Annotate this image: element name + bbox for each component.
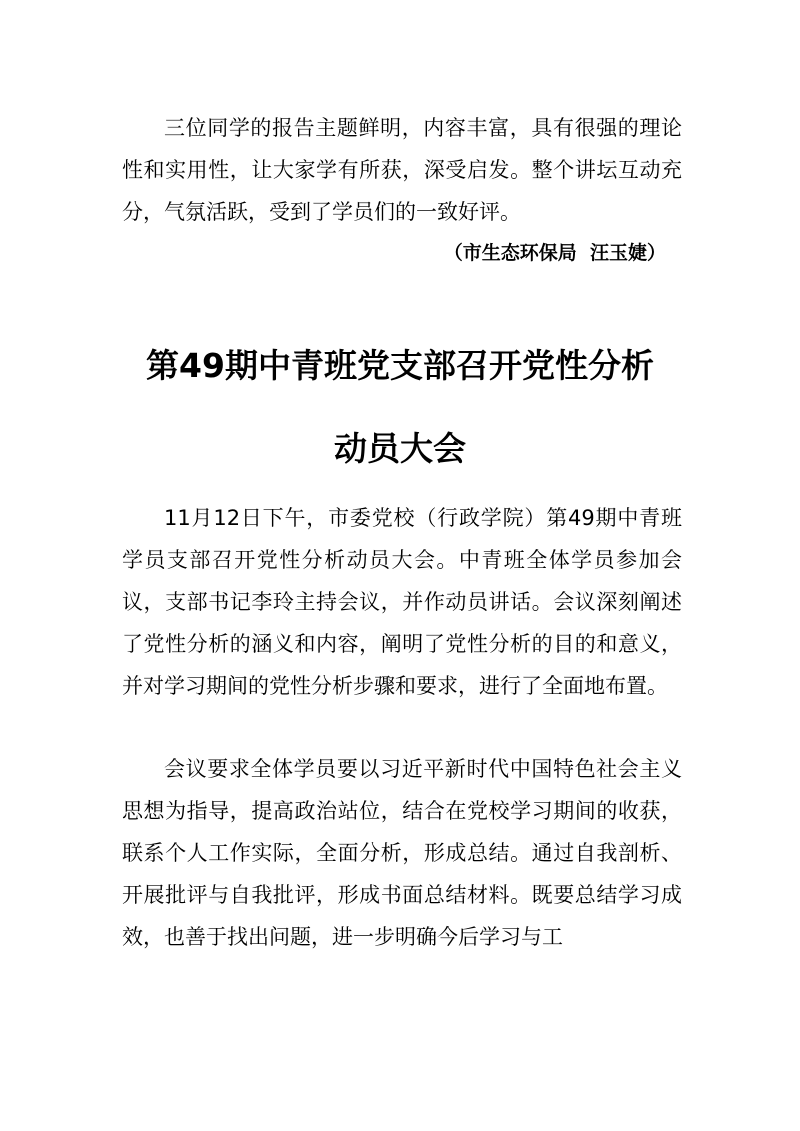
article-paragraph-1: 11月12日下午，市委党校（行政学院）第49期中青班学员支部召开党性分析动员大会。中青班全体学员参加会议，支部书记李玲主持会议，并作动员讲话。会议深刻阐述了党性分析的涵义和内容，阐明了党性分析的目的和意义，并对学习期间的党性分析步骤和要求，进行了全面地布置。 — [122, 506, 682, 698]
article-paragraph-2: 会议要求全体学员要以习近平新时代中国特色社会主义思想为指导，提高政治站位，结合在党校学习期间的收获，联系个人工作实际，全面分析，形成总结。通过自我剖析、开展批评与自我批评，形成书面总结材料。既要总结学习成效，也善于找出问题，进一步明确今后学习与工 — [122, 757, 682, 949]
article-title-line-1: 第49期中青班党支部召开党性分析 — [146, 346, 654, 385]
author-signature: （市生态环保局 汪玉婕） — [443, 242, 666, 264]
article-title-line-2: 动员大会 — [334, 429, 466, 468]
previous-article-closing-paragraph: 三位同学的报告主题鲜明，内容丰富，具有很强的理论性和实用性，让大家学有所获，深受启发。整个讲坛互动充分，气氛活跃，受到了学员们的一致好评。 — [122, 116, 682, 224]
